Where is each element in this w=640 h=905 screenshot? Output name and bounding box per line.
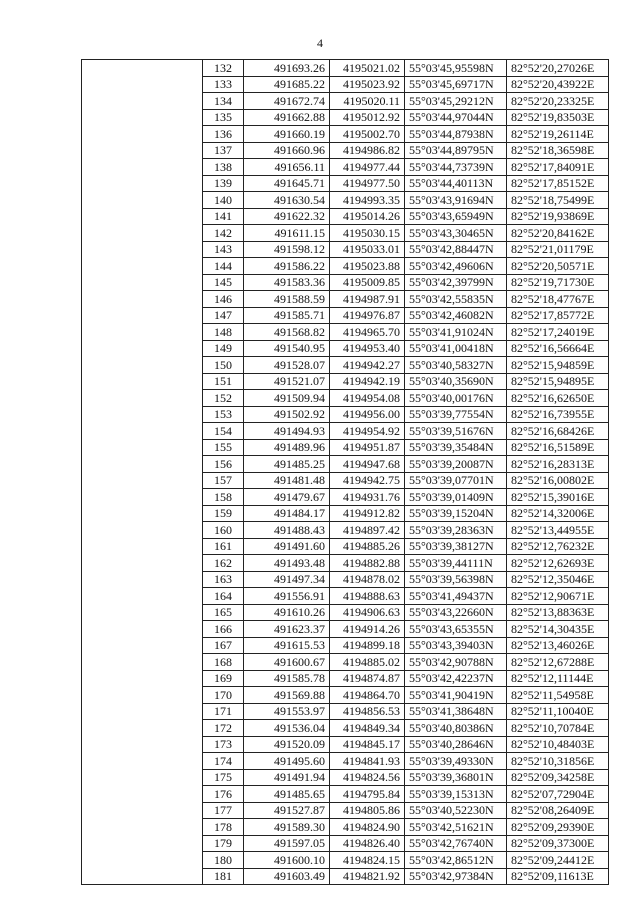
x-coordinate-cell: 491589.30 — [244, 819, 330, 836]
y-coordinate-cell: 4194986.82 — [330, 142, 405, 159]
latitude-cell: 55°03'42,51621N — [405, 819, 507, 836]
latitude-cell: 55°03'43,65949N — [405, 208, 507, 225]
latitude-cell: 55°03'43,91694N — [405, 192, 507, 209]
latitude-cell: 55°03'44,73739N — [405, 159, 507, 176]
coordinates-table — [81, 59, 609, 885]
y-coordinate-cell: 4194856.53 — [330, 703, 405, 720]
x-coordinate-cell: 491623.37 — [244, 621, 330, 638]
longitude-cell: 82°52'09,29390E — [507, 819, 609, 836]
x-coordinate-cell: 491583.36 — [244, 274, 330, 291]
latitude-cell: 55°03'43,39403N — [405, 637, 507, 654]
y-coordinate-cell: 4194987.91 — [330, 291, 405, 308]
point-number-cell: 144 — [203, 258, 244, 275]
longitude-cell: 82°52'20,50571E — [507, 258, 609, 275]
point-number-cell: 137 — [203, 142, 244, 159]
y-coordinate-cell: 4194899.18 — [330, 637, 405, 654]
point-number-cell: 151 — [203, 373, 244, 390]
longitude-cell: 82°52'20,27026E — [507, 60, 609, 77]
latitude-cell: 55°03'39,20087N — [405, 456, 507, 473]
point-number-cell: 136 — [203, 126, 244, 143]
x-coordinate-cell: 491479.67 — [244, 489, 330, 506]
longitude-cell: 82°52'16,62650E — [507, 390, 609, 407]
x-coordinate-cell: 491536.04 — [244, 720, 330, 737]
x-coordinate-cell: 491481.48 — [244, 472, 330, 489]
y-coordinate-cell: 4194805.86 — [330, 802, 405, 819]
latitude-cell: 55°03'44,40113N — [405, 175, 507, 192]
x-coordinate-cell: 491603.49 — [244, 868, 330, 885]
x-coordinate-cell: 491540.95 — [244, 340, 330, 357]
y-coordinate-cell: 4194897.42 — [330, 522, 405, 539]
latitude-cell: 55°03'40,80386N — [405, 720, 507, 737]
longitude-cell: 82°52'16,51589E — [507, 439, 609, 456]
y-coordinate-cell: 4194795.84 — [330, 786, 405, 803]
point-number-cell: 162 — [203, 555, 244, 572]
latitude-cell: 55°03'43,22660N — [405, 604, 507, 621]
point-number-cell: 174 — [203, 753, 244, 770]
y-coordinate-cell: 4194824.15 — [330, 852, 405, 869]
latitude-cell: 55°03'39,56398N — [405, 571, 507, 588]
longitude-cell: 82°52'17,24019E — [507, 324, 609, 341]
longitude-cell: 82°52'10,31856E — [507, 753, 609, 770]
y-coordinate-cell: 4194954.08 — [330, 390, 405, 407]
y-coordinate-cell: 4194931.76 — [330, 489, 405, 506]
latitude-cell: 55°03'39,44111N — [405, 555, 507, 572]
x-coordinate-cell: 491615.53 — [244, 637, 330, 654]
y-coordinate-cell: 4194826.40 — [330, 835, 405, 852]
point-number-cell: 176 — [203, 786, 244, 803]
point-number-cell: 145 — [203, 274, 244, 291]
longitude-cell: 82°52'12,90671E — [507, 588, 609, 605]
longitude-cell: 82°52'17,85772E — [507, 307, 609, 324]
y-coordinate-cell: 4194942.27 — [330, 357, 405, 374]
point-number-cell: 134 — [203, 93, 244, 110]
point-number-cell: 161 — [203, 538, 244, 555]
x-coordinate-cell: 491585.78 — [244, 670, 330, 687]
latitude-cell: 55°03'43,30465N — [405, 225, 507, 242]
y-coordinate-cell: 4195030.15 — [330, 225, 405, 242]
x-coordinate-cell: 491569.88 — [244, 687, 330, 704]
point-number-cell: 132 — [203, 60, 244, 77]
x-coordinate-cell: 491660.19 — [244, 126, 330, 143]
latitude-cell: 55°03'40,28646N — [405, 736, 507, 753]
point-number-cell: 172 — [203, 720, 244, 737]
y-coordinate-cell: 4194976.87 — [330, 307, 405, 324]
longitude-cell: 82°52'07,72904E — [507, 786, 609, 803]
longitude-cell: 82°52'12,76232E — [507, 538, 609, 555]
x-coordinate-cell: 491491.60 — [244, 538, 330, 555]
y-coordinate-cell: 4194824.56 — [330, 769, 405, 786]
longitude-cell: 82°52'18,36598E — [507, 142, 609, 159]
latitude-cell: 55°03'45,29212N — [405, 93, 507, 110]
latitude-cell: 55°03'42,76740N — [405, 835, 507, 852]
longitude-cell: 82°52'09,11613E — [507, 868, 609, 885]
y-coordinate-cell: 4194954.92 — [330, 423, 405, 440]
point-number-cell: 165 — [203, 604, 244, 621]
latitude-cell: 55°03'41,38648N — [405, 703, 507, 720]
y-coordinate-cell: 4194882.88 — [330, 555, 405, 572]
longitude-cell: 82°52'16,68426E — [507, 423, 609, 440]
x-coordinate-cell: 491585.71 — [244, 307, 330, 324]
point-number-cell: 177 — [203, 802, 244, 819]
latitude-cell: 55°03'42,97384N — [405, 868, 507, 885]
latitude-cell: 55°03'41,91024N — [405, 324, 507, 341]
y-coordinate-cell: 4194947.68 — [330, 456, 405, 473]
point-number-cell: 152 — [203, 390, 244, 407]
longitude-cell: 82°52'21,01179E — [507, 241, 609, 258]
latitude-cell: 55°03'44,87938N — [405, 126, 507, 143]
point-number-cell: 155 — [203, 439, 244, 456]
longitude-cell: 82°52'12,11144E — [507, 670, 609, 687]
y-coordinate-cell: 4194942.19 — [330, 373, 405, 390]
point-number-cell: 141 — [203, 208, 244, 225]
point-number-cell: 180 — [203, 852, 244, 869]
x-coordinate-cell: 491656.11 — [244, 159, 330, 176]
y-coordinate-cell: 4194914.26 — [330, 621, 405, 638]
longitude-cell: 82°52'19,93869E — [507, 208, 609, 225]
x-coordinate-cell: 491485.25 — [244, 456, 330, 473]
latitude-cell: 55°03'39,38127N — [405, 538, 507, 555]
point-number-cell: 149 — [203, 340, 244, 357]
y-coordinate-cell: 4194864.70 — [330, 687, 405, 704]
x-coordinate-cell: 491488.43 — [244, 522, 330, 539]
x-coordinate-cell: 491586.22 — [244, 258, 330, 275]
x-coordinate-cell: 491494.93 — [244, 423, 330, 440]
x-coordinate-cell: 491520.09 — [244, 736, 330, 753]
y-coordinate-cell: 4195023.88 — [330, 258, 405, 275]
y-coordinate-cell: 4194888.63 — [330, 588, 405, 605]
y-coordinate-cell: 4194824.90 — [330, 819, 405, 836]
point-number-cell: 173 — [203, 736, 244, 753]
latitude-cell: 55°03'39,28363N — [405, 522, 507, 539]
x-coordinate-cell: 491660.96 — [244, 142, 330, 159]
y-coordinate-cell: 4194906.63 — [330, 604, 405, 621]
longitude-cell: 82°52'13,88363E — [507, 604, 609, 621]
point-number-cell: 139 — [203, 175, 244, 192]
longitude-cell: 82°52'11,10040E — [507, 703, 609, 720]
y-coordinate-cell: 4195014.26 — [330, 208, 405, 225]
point-number-cell: 175 — [203, 769, 244, 786]
latitude-cell: 55°03'42,49606N — [405, 258, 507, 275]
x-coordinate-cell: 491485.65 — [244, 786, 330, 803]
latitude-cell: 55°03'42,42237N — [405, 670, 507, 687]
longitude-cell: 82°52'16,73955E — [507, 406, 609, 423]
point-number-cell: 163 — [203, 571, 244, 588]
point-number-cell: 140 — [203, 192, 244, 209]
latitude-cell: 55°03'40,58327N — [405, 357, 507, 374]
latitude-cell: 55°03'42,39799N — [405, 274, 507, 291]
latitude-cell: 55°03'43,65355N — [405, 621, 507, 638]
point-number-cell: 159 — [203, 505, 244, 522]
point-number-cell: 146 — [203, 291, 244, 308]
x-coordinate-cell: 491521.07 — [244, 373, 330, 390]
y-coordinate-cell: 4194951.87 — [330, 439, 405, 456]
latitude-cell: 55°03'42,90788N — [405, 654, 507, 671]
latitude-cell: 55°03'39,51676N — [405, 423, 507, 440]
y-coordinate-cell: 4194965.70 — [330, 324, 405, 341]
longitude-cell: 82°52'16,56664E — [507, 340, 609, 357]
y-coordinate-cell: 4194885.26 — [330, 538, 405, 555]
x-coordinate-cell: 491489.96 — [244, 439, 330, 456]
y-coordinate-cell: 4195023.92 — [330, 76, 405, 93]
x-coordinate-cell: 491497.34 — [244, 571, 330, 588]
longitude-cell: 82°52'17,85152E — [507, 175, 609, 192]
y-coordinate-cell: 4195033.01 — [330, 241, 405, 258]
y-coordinate-cell: 4194942.75 — [330, 472, 405, 489]
latitude-cell: 55°03'41,49437N — [405, 588, 507, 605]
latitude-cell: 55°03'41,00418N — [405, 340, 507, 357]
longitude-cell: 82°52'09,34258E — [507, 769, 609, 786]
latitude-cell: 55°03'39,07701N — [405, 472, 507, 489]
y-coordinate-cell: 4194821.92 — [330, 868, 405, 885]
y-coordinate-cell: 4194993.35 — [330, 192, 405, 209]
longitude-cell: 82°52'14,32006E — [507, 505, 609, 522]
point-number-cell: 154 — [203, 423, 244, 440]
longitude-cell: 82°52'09,24412E — [507, 852, 609, 869]
point-number-cell: 138 — [203, 159, 244, 176]
latitude-cell: 55°03'39,01409N — [405, 489, 507, 506]
longitude-cell: 82°52'09,37300E — [507, 835, 609, 852]
longitude-cell: 82°52'20,23325E — [507, 93, 609, 110]
longitude-cell: 82°52'18,75499E — [507, 192, 609, 209]
x-coordinate-cell: 491568.82 — [244, 324, 330, 341]
longitude-cell: 82°52'20,43922E — [507, 76, 609, 93]
x-coordinate-cell: 491495.60 — [244, 753, 330, 770]
x-coordinate-cell: 491630.54 — [244, 192, 330, 209]
latitude-cell: 55°03'41,90419N — [405, 687, 507, 704]
longitude-cell: 82°52'16,28313E — [507, 456, 609, 473]
point-number-cell: 164 — [203, 588, 244, 605]
point-number-cell: 147 — [203, 307, 244, 324]
latitude-cell: 55°03'44,97044N — [405, 109, 507, 126]
latitude-cell: 55°03'40,35690N — [405, 373, 507, 390]
longitude-cell: 82°52'13,44955E — [507, 522, 609, 539]
point-number-cell: 135 — [203, 109, 244, 126]
y-coordinate-cell: 4195012.92 — [330, 109, 405, 126]
longitude-cell: 82°52'19,83503E — [507, 109, 609, 126]
x-coordinate-cell: 491527.87 — [244, 802, 330, 819]
x-coordinate-cell: 491598.12 — [244, 241, 330, 258]
merged-first-column-cell — [82, 60, 203, 885]
y-coordinate-cell: 4194977.50 — [330, 175, 405, 192]
point-number-cell: 171 — [203, 703, 244, 720]
point-number-cell: 143 — [203, 241, 244, 258]
x-coordinate-cell: 491600.67 — [244, 654, 330, 671]
longitude-cell: 82°52'17,84091E — [507, 159, 609, 176]
y-coordinate-cell: 4194953.40 — [330, 340, 405, 357]
x-coordinate-cell: 491611.15 — [244, 225, 330, 242]
latitude-cell: 55°03'40,52230N — [405, 802, 507, 819]
latitude-cell: 55°03'39,15204N — [405, 505, 507, 522]
coordinates-table-body — [82, 60, 609, 885]
y-coordinate-cell: 4194885.02 — [330, 654, 405, 671]
point-number-cell: 168 — [203, 654, 244, 671]
longitude-cell: 82°52'10,70784E — [507, 720, 609, 737]
x-coordinate-cell: 491556.91 — [244, 588, 330, 605]
x-coordinate-cell: 491597.05 — [244, 835, 330, 852]
point-number-cell: 179 — [203, 835, 244, 852]
latitude-cell: 55°03'39,49330N — [405, 753, 507, 770]
longitude-cell: 82°52'15,94859E — [507, 357, 609, 374]
x-coordinate-cell: 491493.48 — [244, 555, 330, 572]
y-coordinate-cell: 4194845.17 — [330, 736, 405, 753]
y-coordinate-cell: 4194912.82 — [330, 505, 405, 522]
longitude-cell: 82°52'10,48403E — [507, 736, 609, 753]
x-coordinate-cell: 491553.97 — [244, 703, 330, 720]
longitude-cell: 82°52'15,94895E — [507, 373, 609, 390]
latitude-cell: 55°03'42,46082N — [405, 307, 507, 324]
x-coordinate-cell: 491645.71 — [244, 175, 330, 192]
longitude-cell: 82°52'14,30435E — [507, 621, 609, 638]
x-coordinate-cell: 491484.17 — [244, 505, 330, 522]
longitude-cell: 82°52'12,35046E — [507, 571, 609, 588]
point-number-cell: 153 — [203, 406, 244, 423]
point-number-cell: 181 — [203, 868, 244, 885]
point-number-cell: 156 — [203, 456, 244, 473]
y-coordinate-cell: 4194841.93 — [330, 753, 405, 770]
x-coordinate-cell: 491509.94 — [244, 390, 330, 407]
longitude-cell: 82°52'08,26409E — [507, 802, 609, 819]
x-coordinate-cell: 491672.74 — [244, 93, 330, 110]
point-number-cell: 166 — [203, 621, 244, 638]
point-number-cell: 178 — [203, 819, 244, 836]
y-coordinate-cell: 4194874.87 — [330, 670, 405, 687]
point-number-cell: 167 — [203, 637, 244, 654]
longitude-cell: 82°52'12,67288E — [507, 654, 609, 671]
longitude-cell: 82°52'15,39016E — [507, 489, 609, 506]
longitude-cell: 82°52'11,54958E — [507, 687, 609, 704]
latitude-cell: 55°03'42,55835N — [405, 291, 507, 308]
point-number-cell: 170 — [203, 687, 244, 704]
point-number-cell: 133 — [203, 76, 244, 93]
longitude-cell: 82°52'16,00802E — [507, 472, 609, 489]
x-coordinate-cell: 491610.26 — [244, 604, 330, 621]
x-coordinate-cell: 491528.07 — [244, 357, 330, 374]
latitude-cell: 55°03'45,95598N — [405, 60, 507, 77]
y-coordinate-cell: 4194878.02 — [330, 571, 405, 588]
y-coordinate-cell: 4195009.85 — [330, 274, 405, 291]
y-coordinate-cell: 4194977.44 — [330, 159, 405, 176]
latitude-cell: 55°03'42,86512N — [405, 852, 507, 869]
x-coordinate-cell: 491693.26 — [244, 60, 330, 77]
y-coordinate-cell: 4195021.02 — [330, 60, 405, 77]
y-coordinate-cell: 4195002.70 — [330, 126, 405, 143]
longitude-cell: 82°52'13,46026E — [507, 637, 609, 654]
longitude-cell: 82°52'20,84162E — [507, 225, 609, 242]
x-coordinate-cell: 491491.94 — [244, 769, 330, 786]
longitude-cell: 82°52'12,62693E — [507, 555, 609, 572]
x-coordinate-cell: 491600.10 — [244, 852, 330, 869]
y-coordinate-cell: 4194849.34 — [330, 720, 405, 737]
latitude-cell: 55°03'44,89795N — [405, 142, 507, 159]
longitude-cell: 82°52'19,71730E — [507, 274, 609, 291]
latitude-cell: 55°03'39,77554N — [405, 406, 507, 423]
x-coordinate-cell: 491588.59 — [244, 291, 330, 308]
y-coordinate-cell: 4194956.00 — [330, 406, 405, 423]
latitude-cell: 55°03'42,88447N — [405, 241, 507, 258]
longitude-cell: 82°52'19,26114E — [507, 126, 609, 143]
point-number-cell: 169 — [203, 670, 244, 687]
latitude-cell: 55°03'39,15313N — [405, 786, 507, 803]
latitude-cell: 55°03'40,00176N — [405, 390, 507, 407]
point-number-cell: 142 — [203, 225, 244, 242]
point-number-cell: 157 — [203, 472, 244, 489]
latitude-cell: 55°03'39,35484N — [405, 439, 507, 456]
table-row — [82, 60, 609, 77]
point-number-cell: 158 — [203, 489, 244, 506]
point-number-cell: 148 — [203, 324, 244, 341]
point-number-cell: 160 — [203, 522, 244, 539]
page-number: 4 — [317, 36, 323, 50]
x-coordinate-cell: 491685.22 — [244, 76, 330, 93]
x-coordinate-cell: 491622.32 — [244, 208, 330, 225]
y-coordinate-cell: 4195020.11 — [330, 93, 405, 110]
x-coordinate-cell: 491502.92 — [244, 406, 330, 423]
longitude-cell: 82°52'18,47767E — [507, 291, 609, 308]
x-coordinate-cell: 491662.88 — [244, 109, 330, 126]
latitude-cell: 55°03'39,36801N — [405, 769, 507, 786]
point-number-cell: 150 — [203, 357, 244, 374]
latitude-cell: 55°03'45,69717N — [405, 76, 507, 93]
